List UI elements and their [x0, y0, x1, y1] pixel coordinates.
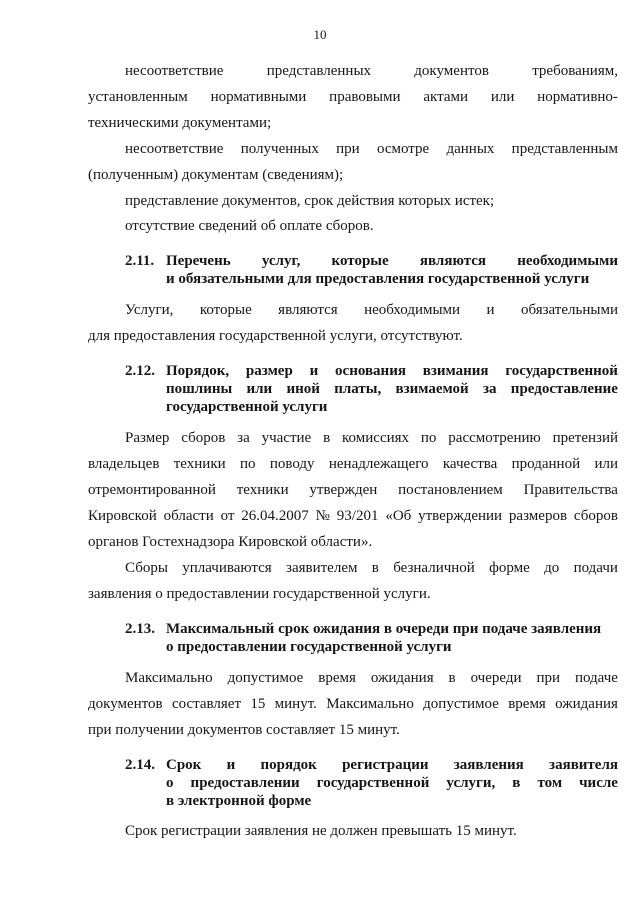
word: нормативно- — [537, 89, 618, 105]
word: утверждении — [418, 508, 503, 524]
word: техники — [236, 482, 289, 498]
word: платы, — [334, 381, 382, 397]
section-title: Максимальный срок ожидания в очереди при подаче заявления — [166, 621, 602, 637]
word: проданной — [511, 456, 581, 472]
paragraph-line — [88, 695, 618, 713]
paragraph-line — [125, 559, 618, 577]
paragraph-line: органов Гостехнадзора Кировской области». — [88, 534, 373, 550]
word: уплачиваются — [182, 560, 272, 576]
word: или — [594, 456, 618, 472]
word: являются — [419, 253, 487, 269]
word: постановлением — [398, 482, 503, 498]
word: обязательными — [520, 302, 618, 318]
word: утвержден — [309, 482, 378, 498]
word: и — [226, 757, 236, 773]
paragraph-line — [88, 481, 618, 499]
paragraph-line — [88, 507, 618, 525]
word: осмотре — [376, 141, 430, 157]
word: в — [512, 775, 521, 791]
paragraph-line — [88, 455, 618, 473]
word: предоставлении — [190, 775, 300, 791]
word: «Об — [385, 508, 412, 524]
word: необходимыми — [517, 253, 618, 269]
word: допустимое — [423, 696, 499, 712]
word: заявителем — [286, 560, 358, 576]
word: и — [309, 363, 319, 379]
word: том — [537, 775, 563, 791]
word: основания — [335, 363, 406, 379]
word: 15 — [250, 696, 266, 712]
word: техники — [173, 456, 226, 472]
word: требованиям, — [532, 63, 618, 79]
paragraph-line: Срок регистрации заявления не должен превышать 15 минут. — [125, 823, 517, 839]
word: № — [315, 508, 330, 524]
paragraph-line: заявления о предоставлении государственной услуги. — [88, 586, 431, 602]
word: очереди — [470, 670, 522, 686]
section-title: в электронной форме — [166, 793, 312, 809]
word: при — [336, 141, 360, 157]
word: от — [220, 508, 235, 524]
word: в — [371, 560, 379, 576]
word: необходимыми — [364, 302, 461, 318]
word: ненадлежащего — [328, 456, 429, 472]
section-number: 2.14. — [125, 757, 155, 773]
page-number: 10 — [313, 27, 327, 42]
word: Срок — [166, 757, 202, 773]
word: представленных — [266, 63, 372, 79]
paragraph-line — [125, 301, 618, 319]
word: государственной — [316, 775, 430, 791]
word: размер — [245, 363, 293, 379]
word: государственной — [505, 363, 618, 379]
word: заявления — [453, 757, 524, 773]
word: безналичной — [393, 560, 475, 576]
word: сборов — [573, 508, 618, 524]
word: составляет — [171, 696, 242, 712]
section-title: государственной услуги — [166, 399, 328, 415]
word: ожидания — [370, 670, 434, 686]
paragraph-line: техническими документами; — [88, 115, 272, 131]
word: владельцев — [88, 456, 160, 472]
word: подачи — [573, 560, 618, 576]
paragraph-line: отсутствие сведений об оплате сборов. — [125, 218, 374, 234]
section-title — [166, 380, 618, 398]
word: или — [246, 381, 273, 397]
paragraph-line — [88, 88, 618, 106]
word: документов — [414, 63, 489, 79]
word: регистрации — [342, 757, 429, 773]
word: являются — [278, 302, 338, 318]
section-number: 2.11. — [125, 253, 155, 269]
paragraph-line — [125, 669, 618, 687]
word: время — [318, 670, 356, 686]
section-number: 2.13. — [125, 621, 155, 637]
paragraph-line: при получении документов составляет 15 минут. — [88, 722, 400, 738]
word: минут. — [274, 696, 317, 712]
word: и — [486, 302, 495, 318]
word: услуг, — [261, 253, 301, 269]
word: правовыми — [329, 89, 401, 105]
word: полученных — [240, 141, 319, 157]
word: или — [490, 89, 515, 105]
word: допустимое — [227, 670, 304, 686]
word: документов — [88, 696, 163, 712]
word: заявителя — [549, 757, 618, 773]
word: ожидания — [555, 696, 618, 712]
section-title: и обязательными для предоставления государственной услуги — [166, 271, 590, 287]
word: которые — [331, 253, 389, 269]
word: взимаемой — [395, 381, 469, 397]
word: Размер — [125, 430, 170, 446]
word: Порядок, — [166, 363, 230, 379]
word: актами — [423, 89, 469, 105]
word: Максимально — [326, 696, 414, 712]
word: взимания — [422, 363, 489, 379]
word: рассмотрению — [448, 430, 541, 446]
word: установленным — [88, 89, 188, 105]
word: Максимально — [125, 670, 213, 686]
word: за — [482, 381, 497, 397]
word: до — [544, 560, 560, 576]
word: иной — [286, 381, 320, 397]
word: качества — [442, 456, 498, 472]
section-title: о предоставлении государственной услуги — [166, 639, 452, 655]
word: подаче — [574, 670, 618, 686]
paragraph-line — [125, 62, 618, 80]
word: Услуги, — [125, 302, 174, 318]
paragraph-line — [125, 140, 618, 158]
word: форме — [489, 560, 530, 576]
word: несоответствие — [125, 141, 224, 157]
word: нормативными — [210, 89, 307, 105]
word: поводу — [269, 456, 315, 472]
word: Сборы — [125, 560, 168, 576]
word: в — [323, 430, 331, 446]
word: несоответствие — [125, 63, 224, 79]
word: по — [420, 430, 437, 446]
paragraph-line: представление документов, срок действия которых истек; — [125, 193, 495, 209]
section-title — [166, 756, 618, 774]
word: числе — [579, 775, 618, 791]
word: за — [237, 430, 250, 446]
word: в — [448, 670, 456, 686]
word: Правительства — [523, 482, 618, 498]
section-title — [166, 362, 618, 380]
word: при — [536, 670, 560, 686]
word: 26.04.2007 — [241, 508, 309, 524]
section-number: 2.12. — [125, 363, 155, 379]
word: области — [163, 508, 214, 524]
paragraph-line: (полученным) документам (сведениям); — [88, 167, 344, 183]
paragraph-line: для предоставления государственной услуги, отсутствуют. — [88, 328, 463, 344]
word: представленным — [511, 141, 618, 157]
word: участие — [261, 430, 312, 446]
word: Кировской — [88, 508, 157, 524]
word: по — [239, 456, 256, 472]
word: 93/201 — [336, 508, 379, 524]
section-title — [166, 252, 618, 270]
word: пошлины — [166, 381, 233, 397]
word: порядок — [260, 757, 317, 773]
word: время — [508, 696, 546, 712]
word: Перечень — [166, 253, 231, 269]
word: предоставление — [510, 381, 618, 397]
word: данных — [446, 141, 495, 157]
section-title — [166, 774, 618, 792]
word: услуги, — [446, 775, 496, 791]
word: которые — [199, 302, 252, 318]
word: претензий — [552, 430, 618, 446]
paragraph-line — [125, 429, 618, 447]
word: сборов — [181, 430, 226, 446]
word: отремонтированной — [88, 482, 216, 498]
word: о — [166, 775, 174, 791]
word: размеров — [508, 508, 568, 524]
word: комиссиях — [342, 430, 410, 446]
